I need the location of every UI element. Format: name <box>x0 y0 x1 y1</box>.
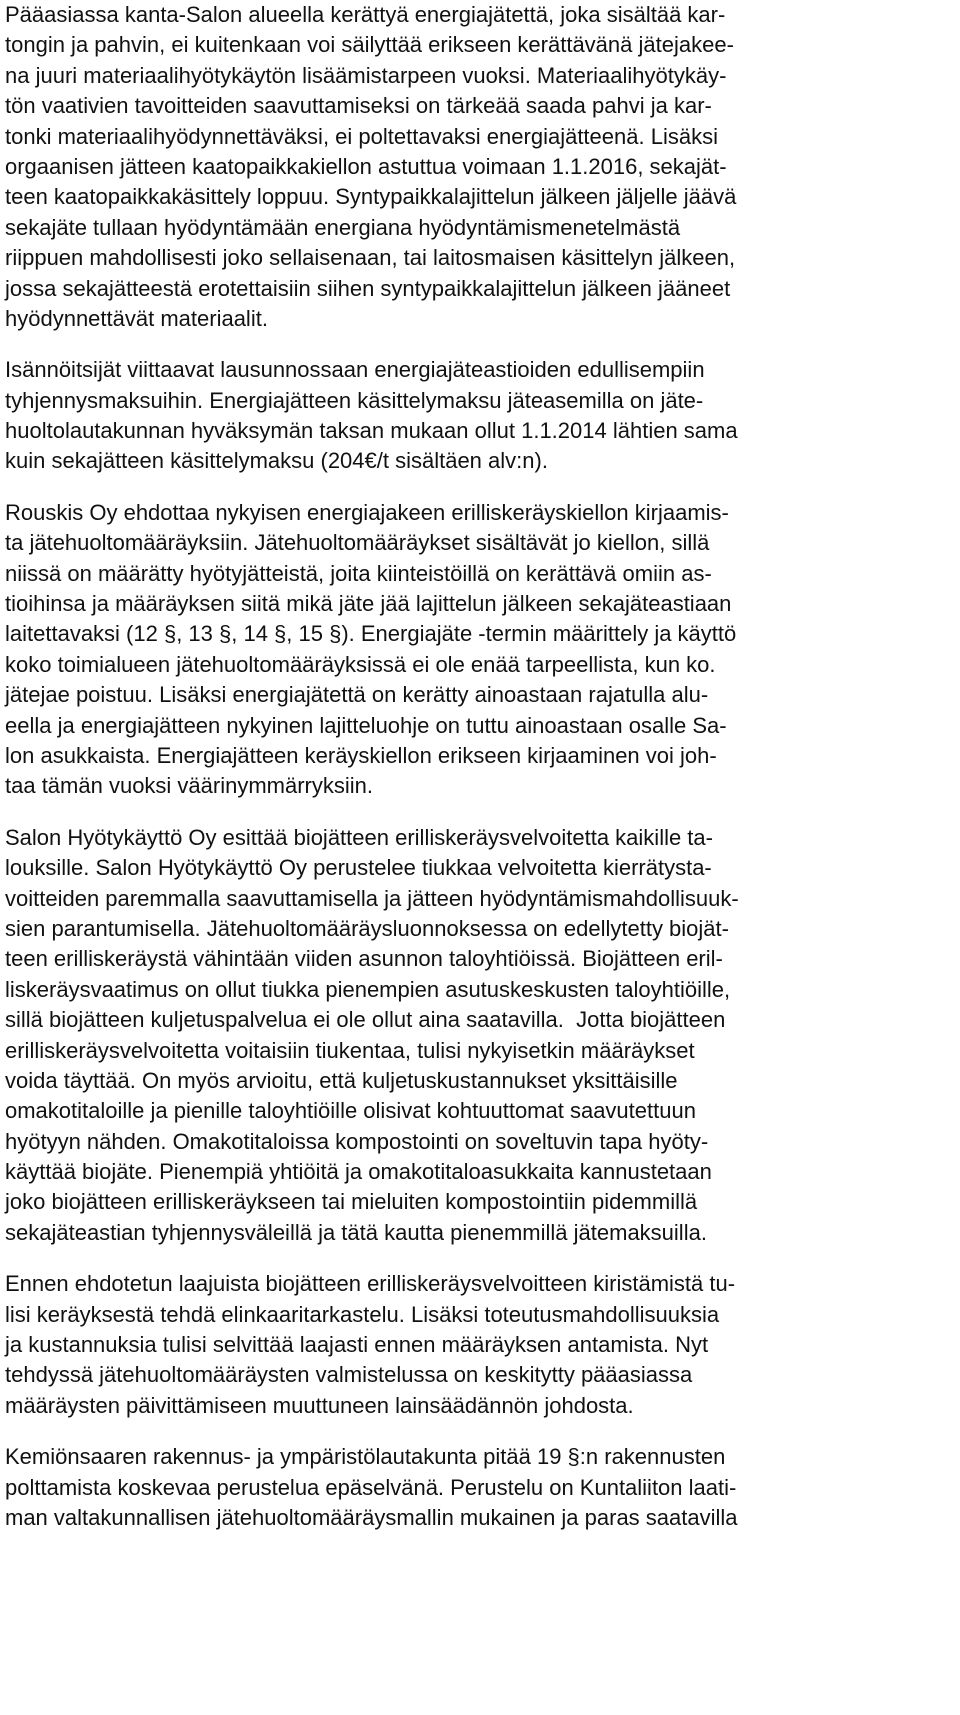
text-line: sien parantumisella. Jätehuoltomääräysluonnoksessa on edellytetty biojät- <box>5 915 729 941</box>
text-line: erilliskeräysvelvoitetta voitaisiin tiukentaa, tulisi nykyisetkin määräykset <box>5 1037 695 1063</box>
text-line: taa tämän vuoksi väärinymmärryksiin. <box>5 773 374 799</box>
text-line: sekajäteastian tyhjennysväleillä ja tätä kautta pienemmillä jätemaksuilla. <box>5 1219 707 1245</box>
text-line: tonki materiaalihyödynnettäväksi, ei poltettavaksi energiajätteenä. Lisäksi <box>5 123 718 149</box>
paragraph-energy-waste <box>5 0 955 334</box>
text-line: tön vaativien tavoitteiden saavuttamiseksi on tärkeää saada pahvi ja kar- <box>5 93 712 119</box>
text-line: hyötyyn nähden. Omakotitaloissa kompostointi on soveltuvin tapa hyöty- <box>5 1128 709 1154</box>
text-line: eella ja energiajätteen nykyinen lajitteluohje on tuttu ainoastaan osalle Sa- <box>5 712 727 738</box>
text-line: man valtakunnallisen jätehuoltomääräysmallin mukainen ja paras saatavilla <box>5 1504 738 1530</box>
text-line: tioihinsa ja määräyksen siitä mikä jäte jää lajittelun jälkeen sekajäteastiaan <box>5 591 732 617</box>
text-line: ta jätehuoltomääräyksiin. Jätehuoltomääräykset sisältävät jo kiellon, sillä <box>5 530 710 556</box>
text-line: voitteiden paremmalla saavuttamisella ja jätteen hyödyntämismahdollisuuk- <box>5 885 739 911</box>
text-line: huoltolautakunnan hyväksymän taksan mukaan ollut 1.1.2014 lähtien sama <box>5 418 738 444</box>
text-line: hyödynnettävät materiaalit. <box>5 305 268 331</box>
paragraph-rouskis <box>5 498 955 802</box>
text-line: sillä biojätteen kuljetuspalvelua ei ole ollut aina saatavilla. Jotta biojätteen <box>5 1007 726 1033</box>
text-line: voida täyttää. On myös arvioitu, että kuljetuskustannukset yksittäisille <box>5 1067 678 1093</box>
text-line: kuin sekajätteen käsittelymaksu (204€/t sisältäen alv:n). <box>5 448 548 474</box>
text-line: tongin ja pahvin, ei kuitenkaan voi säilyttää erikseen kerättävänä jätejakee- <box>5 32 734 58</box>
text-line: käyttää biojäte. Pienempiä yhtiöitä ja omakotitaloasukkaita kannustetaan <box>5 1159 712 1185</box>
text-line: lon asukkaista. Energiajätteen keräyskiellon erikseen kirjaaminen voi joh- <box>5 742 717 768</box>
text-line: Isännöitsijät viittaavat lausunnossaan energiajäteastioiden edullisempiin <box>5 357 705 383</box>
text-line: Rouskis Oy ehdottaa nykyisen energiajakeen erilliskeräyskiellon kirjaamis- <box>5 499 729 525</box>
text-line: Ennen ehdotetun laajuista biojätteen erilliskeräysvelvoitteen kiristämistä tu- <box>5 1271 736 1297</box>
text-line: jossa sekajätteestä erotettaisiin siihen syntypaikkalajittelun jälkeen jääneet <box>5 275 731 301</box>
text-line: orgaanisen jätteen kaatopaikkakiellon astuttua voimaan 1.1.2016, sekajät- <box>5 153 727 179</box>
text-line: ja kustannuksia tulisi selvittää laajasti ennen määräyksen antamista. Nyt <box>5 1332 709 1358</box>
text-line: laitettavaksi (12 §, 13 §, 14 §, 15 §). Energiajäte -termin määrittely ja käyttö <box>5 621 737 647</box>
text-line: jätejae poistuu. Lisäksi energiajätettä on kerätty ainoastaan rajatulla alu- <box>5 682 709 708</box>
text-line: joko biojätteen erilliskeräykseen tai mieluiten kompostointiin pidemmillä <box>5 1189 698 1215</box>
document-body <box>5 0 955 1533</box>
text-line: lisi keräyksestä tehdä elinkaaritarkastelu. Lisäksi toteutusmahdollisuuksia <box>5 1301 720 1327</box>
text-line: määräysten päivittämiseen muuttuneen lainsäädännön johdosta. <box>5 1392 634 1418</box>
text-line: koko toimialueen jätehuoltomääräyksissä ei ole enää tarpeellista, kun ko. <box>5 651 716 677</box>
paragraph-salon-hyotykaytto <box>5 823 955 1248</box>
paragraph-biowaste-lifecycle <box>5 1269 955 1421</box>
text-line: teen kaatopaikkakäsittely loppuu. Syntypaikkalajittelun jälkeen jäljelle jäävä <box>5 184 737 210</box>
paragraph-kemionsaari <box>5 1442 955 1533</box>
text-line: niissä on määrätty hyötyjätteistä, joita kiinteistöillä on kerättävä omiin as- <box>5 560 712 586</box>
text-line: riippuen mahdollisesti joko sellaisenaan, tai laitosmaisen käsittelyn jälkeen, <box>5 245 736 271</box>
paragraph-property-managers <box>5 355 955 477</box>
text-line: liskeräysvaatimus on ollut tiukka pienempien asutuskeskusten taloyhtiöille, <box>5 976 731 1002</box>
text-line: sekajäte tullaan hyödyntämään energiana hyödyntämismenetelmästä <box>5 214 681 240</box>
text-line: na juuri materiaalihyötykäytön lisäämistarpeen vuoksi. Materiaalihyötykäy- <box>5 62 727 88</box>
text-line: louksille. Salon Hyötykäyttö Oy perustelee tiukkaa velvoitetta kierrätysta- <box>5 855 712 881</box>
text-line: tyhjennysmaksuihin. Energiajätteen käsittelymaksu jäteasemilla on jäte- <box>5 387 704 413</box>
text-line: teen erilliskeräystä vähintään viiden asunnon taloyhtiöissä. Biojätteen eril- <box>5 946 723 972</box>
text-line: polttamista koskevaa perustelua epäselvänä. Perustelu on Kuntaliiton laati- <box>5 1474 737 1500</box>
text-line: Kemiönsaaren rakennus- ja ympäristölautakunta pitää 19 §:n rakennusten <box>5 1444 726 1470</box>
text-line: Salon Hyötykäyttö Oy esittää biojätteen erilliskeräysvelvoitetta kaikille ta- <box>5 824 713 850</box>
text-line: omakotitaloille ja pienille taloyhtiöille olisivat kohtuuttomat saavutettuun <box>5 1098 696 1124</box>
text-line: tehdyssä jätehuoltomääräysten valmistelussa on keskitytty pääasiassa <box>5 1362 693 1388</box>
text-line: Pääasiassa kanta-Salon alueella kerättyä energiajätettä, joka sisältää kar- <box>5 2 726 27</box>
